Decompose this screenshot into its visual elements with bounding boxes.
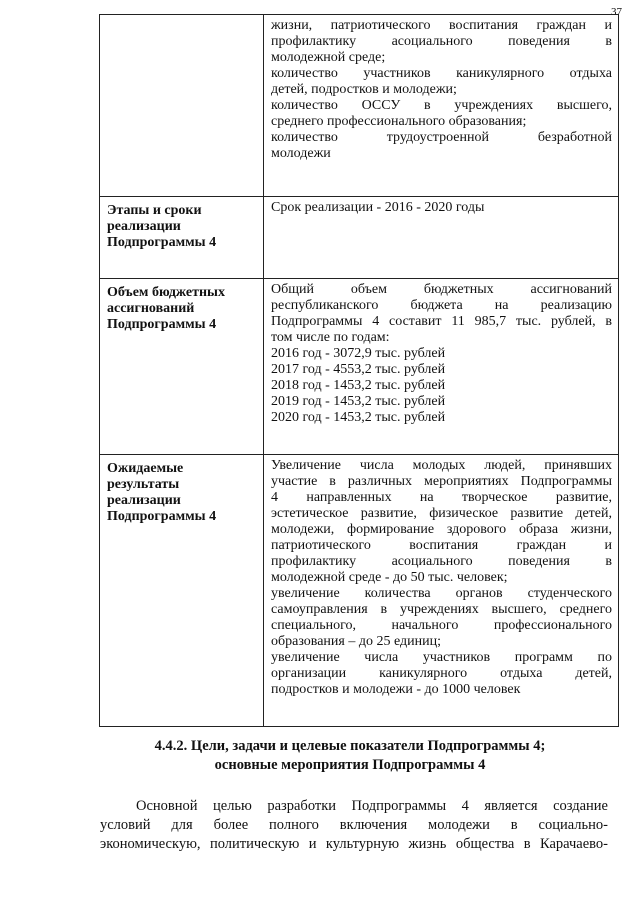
budget-year-line: 2020 год - 1453,2 тыс. рублей	[271, 410, 446, 425]
text-line: молодежной среде;	[271, 50, 386, 65]
label-line: результаты	[107, 477, 180, 492]
stages-label-cell	[100, 197, 264, 279]
budget-year-line: 2017 год - 4553,2 тыс. рублей	[271, 362, 446, 377]
text-line: самоуправления в учреждениях высшего, среднего	[271, 602, 612, 617]
label-line: Подпрограммы 4	[107, 509, 217, 524]
text-line: увеличение количества органов студенческого	[271, 586, 612, 601]
page-number: 37	[611, 6, 622, 18]
text-line: увеличение числа участников программ по	[271, 650, 612, 665]
text-line: Подпрограммы 4 составит 11 985,7 тыс. рублей, в	[271, 314, 612, 329]
label-line: реализации	[107, 219, 181, 234]
text-line: среднего профессионального образования;	[271, 114, 527, 129]
text-line: 4 направленных на творческое развитие,	[271, 490, 612, 505]
indicators-continued-cell	[264, 15, 619, 197]
text-line: участие в различных мероприятиях Подпрограммы	[271, 474, 612, 489]
text-line: детей, подростков и молодежи;	[271, 82, 457, 97]
text-line: количество трудоустроенной безработной	[271, 130, 612, 145]
paragraph-line: условий для более полного включения молодежи в социально-	[100, 817, 608, 833]
text-line: эстетическое развитие, физическое развитие детей,	[271, 506, 612, 521]
text-line: республиканского бюджета на реализацию	[271, 298, 612, 313]
stages-value: Срок реализации - 2016 - 2020 годы	[271, 200, 485, 215]
label-line: реализации	[107, 493, 181, 508]
text-line: количество ОССУ в учреждениях высшего,	[271, 98, 612, 113]
results-value-cell	[264, 455, 619, 727]
section-heading-line: основные мероприятия Подпрограммы 4	[214, 757, 486, 773]
text-line: патриотического воспитания граждан и	[271, 538, 612, 553]
subprogram-passport-table	[99, 14, 619, 727]
text-line: подростков и молодежи - до 1000 человек	[271, 682, 521, 697]
text-line: профилактику асоциального поведения в	[271, 34, 612, 49]
paragraph-line: Основной целью разработки Подпрограммы 4 является создание	[136, 798, 608, 814]
table-row-results	[100, 455, 619, 727]
table-row-stages	[100, 197, 619, 279]
budget-value-cell	[264, 279, 619, 455]
text-line: том числе по годам:	[271, 330, 390, 345]
text-line: молодежной среде - до 50 тыс. человек;	[271, 570, 508, 585]
label-line: Этапы и сроки	[107, 203, 202, 218]
section-heading-line: 4.4.2. Цели, задачи и целевые показатели Подпрограммы 4;	[154, 738, 546, 754]
empty-label-cell	[100, 15, 264, 197]
text-line: Увеличение числа молодых людей, принявших	[271, 458, 612, 473]
label-line: Ожидаемые	[107, 461, 184, 476]
budget-year-line: 2016 год - 3072,9 тыс. рублей	[271, 346, 446, 361]
text-line: Общий объем бюджетных ассигнований	[271, 282, 612, 297]
text-line: организации каникулярного отдыха детей,	[271, 666, 612, 681]
label-line: Подпрограммы 4	[107, 235, 217, 250]
text-line: молодежи, формирование здорового образа жизни,	[271, 522, 612, 537]
results-label-cell	[100, 455, 264, 727]
text-line: профилактику асоциального поведения в	[271, 554, 612, 569]
text-line: специального, начального профессионального	[271, 618, 612, 633]
section-heading	[100, 737, 600, 775]
section-paragraph	[100, 797, 608, 854]
table-row-budget	[100, 279, 619, 455]
text-line: количество участников каникулярного отдыха	[271, 66, 612, 81]
text-line: образования – до 25 единиц;	[271, 634, 441, 649]
stages-value-cell	[264, 197, 619, 279]
budget-year-line: 2018 год - 1453,2 тыс. рублей	[271, 378, 446, 393]
budget-year-line: 2019 год - 1453,2 тыс. рублей	[271, 394, 446, 409]
table-row-indicators-continued	[100, 15, 619, 197]
text-line: жизни, патриотического воспитания граждан и	[271, 18, 612, 33]
label-line: Объем бюджетных	[107, 285, 225, 300]
label-line: ассигнований	[107, 301, 195, 316]
text-line: молодежи	[271, 146, 331, 161]
paragraph-line: экономическую, политическую и культурную жизнь общества в Карачаево-	[100, 836, 608, 852]
label-line: Подпрограммы 4	[107, 317, 217, 332]
budget-label-cell	[100, 279, 264, 455]
